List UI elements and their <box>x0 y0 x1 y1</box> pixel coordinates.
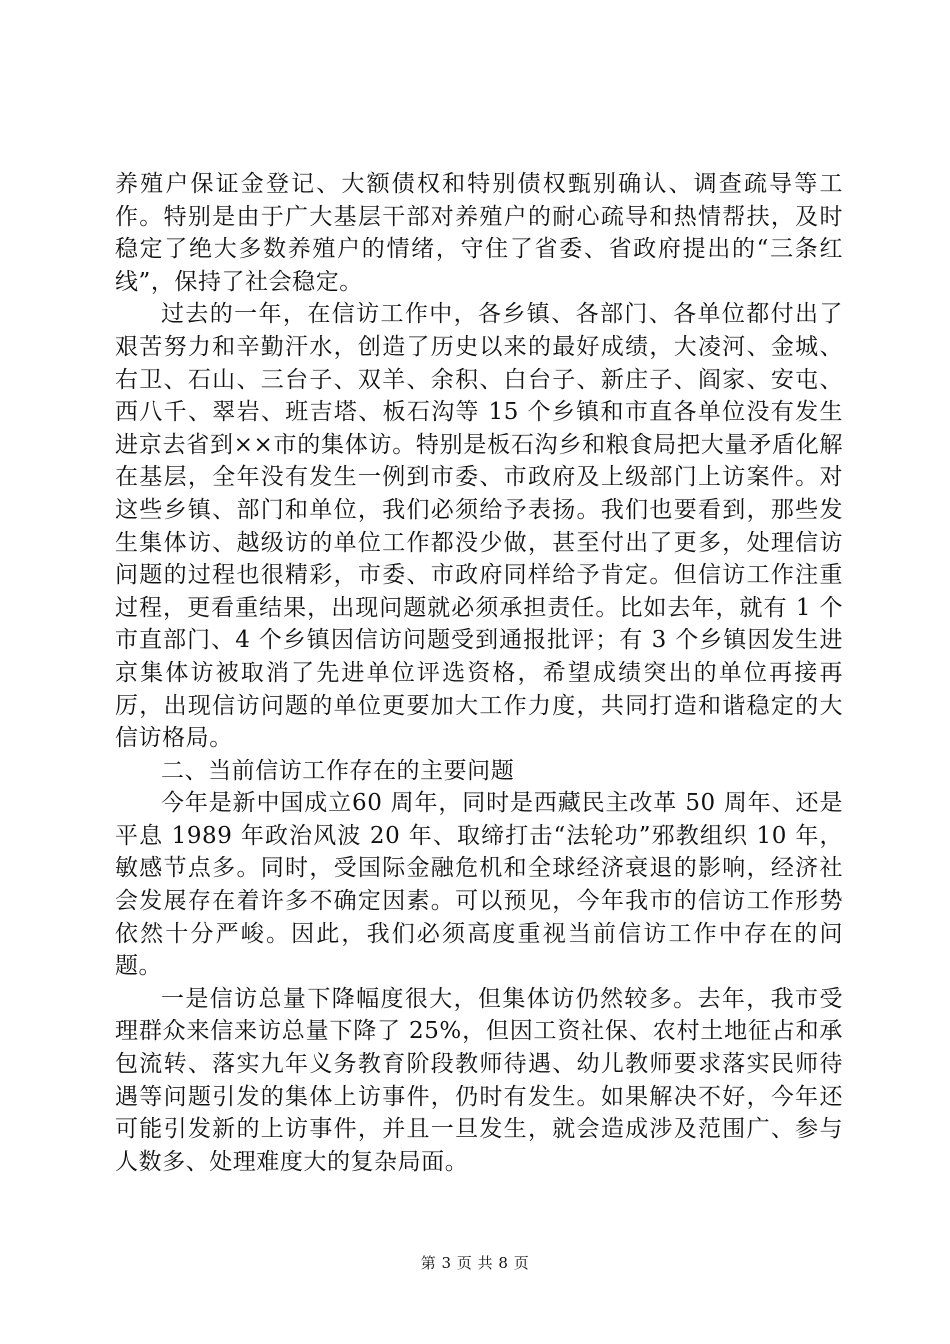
paragraph-past-year-achievements: 过去的一年，在信访工作中，各乡镇、各部门、各单位都付出了艰苦努力和辛勤汗水，创造了历史以来的最好成绩，大凌河、金城、右卫、石山、三台子、双羊、余积、白台子、新庄子、阎家、安屯、西八千、翠岩、班吉塔、板石沟等 15 个乡镇和市直各单位没有发生进京去省到××市的集体访。特别是板石沟乡和粮食局把大量矛盾化解在基层，全年没有发生一例到市委、市政府及上级部门上访案件。对这些乡镇、部门和单位，我们必须给予表扬。我们也要看到，那些发生集体访、越级访的单位工作都没少做，甚至付出了更多，处理信访问题的过程也很精彩，市委、市政府同样给予肯定。但信访工作注重过程，更看重结果，出现问题就必须承担责任。比如去年，就有 1 个市直部门、4 个乡镇因信访问题受到通报批评；有 3 个乡镇因发生进京集体访被取消了先进单位评选资格，希望成绩突出的单位再接再厉，出现信访问题的单位更要加大工作力度，共同打造和谐稳定的大信访格局。 <box>115 301 843 752</box>
paragraph-continuation: 养殖户保证金登记、大额债权和特别债权甄别确认、调查疏导等工作。特别是由于广大基层干部对养殖户的耐心疏导和热情帮扶，及时稳定了绝大多数养殖户的情绪，守住了省委、省政府提出的“三条红线”，保持了社会稳定。 <box>115 171 843 295</box>
paragraph-collective-petitions: 一是信访总量下降幅度很大，但集体访仍然较多。去年，我市受理群众来信来访总量下降了 25%，但因工资社保、农村土地征占和承包流转、落实九年义务教育阶段教师待遇、幼儿教师要求落实民师待遇等问题引发的集体上访事件，仍时有发生。如果解决不好，今年还可能引发新的上访事件，并且一旦发生，就会造成涉及范围广、参与人数多、处理难度大的复杂局面。 <box>115 985 843 1175</box>
paragraph-this-year-situation: 今年是新中国成立60 周年，同时是西藏民主改革 50 周年、还是平息 1989 年政治风波 20 年、取缔打击“法轮功”邪教组织 10 年，敏感节点多。同时，受国际金融危机和全球经济衰退的影响，经济社会发展存在着许多不确定因素。可以预见，今年我市的信访工作形势依然十分严峻。因此，我们必须高度重视当前信访工作中存在的问题。 <box>115 790 843 980</box>
section-heading: 二、当前信访工作存在的主要问题 <box>161 757 515 784</box>
page-footer: 第 3 页 共 8 页 <box>420 1254 530 1272</box>
document-body <box>115 168 843 1178</box>
